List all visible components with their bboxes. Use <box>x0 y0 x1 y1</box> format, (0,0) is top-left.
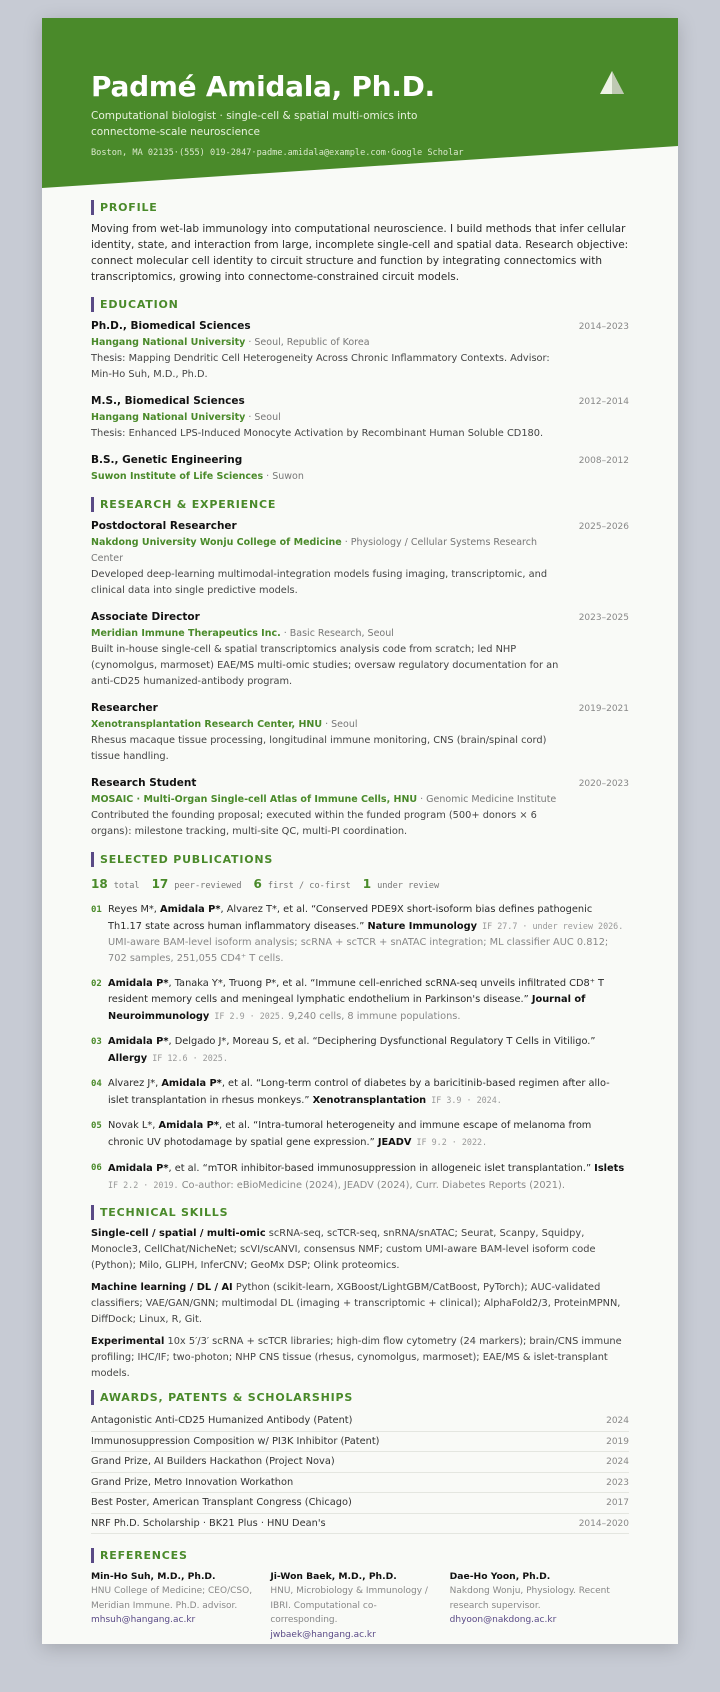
date-range: 2014–2023 <box>578 322 629 332</box>
skill-category: Machine learning / DL / AI <box>91 1282 233 1293</box>
section-title-education: EDUCATION <box>91 295 629 313</box>
organization-line <box>91 626 566 642</box>
role-description: Built in-house single-cell & spatial transcriptomics analysis code from scratch; led NHP (cynomolgus, marmoset) EAE/MS multi-omic studies; oversaw regulatory documentation for an anti-CD25 humanized-antibody program. <box>91 644 559 687</box>
journal-name: Allergy <box>108 1053 148 1064</box>
journal-name: Nature Immunology <box>367 921 478 932</box>
experience-entry <box>91 700 629 765</box>
stat-label: peer-reviewed <box>174 881 242 891</box>
thesis-description: Thesis: Enhanced LPS-Induced Monocyte Activation by Recombinant Human Soluble CD180. <box>91 428 544 439</box>
skill-group <box>91 1280 629 1328</box>
award-year: 2017 <box>606 1498 629 1508</box>
award-label: Grand Prize, AI Builders Hackathon (Project Nova) <box>91 1456 335 1467</box>
award-row <box>91 1473 629 1494</box>
reference-affiliation: HNU, Microbiology & Immunology / IBRI. Computational co-corresponding. <box>270 1586 428 1625</box>
publication-stats <box>91 873 629 892</box>
institution-name: Hangang National University <box>91 412 246 423</box>
journal-metrics: IF 3.9 · 2024. <box>426 1095 502 1105</box>
award-row <box>91 1411 629 1432</box>
publication-citation <box>108 976 629 1025</box>
education-entry <box>91 393 629 442</box>
publication-citation <box>108 902 629 967</box>
organization-name: Xenotransplantation Research Center, HNU <box>91 719 323 730</box>
contact-line <box>91 148 464 158</box>
reference-affiliation: HNU College of Medicine; CEO/CSO, Meridian Immune. Ph.D. advisor. <box>91 1586 253 1611</box>
skill-details: 10x 5′/3′ scRNA + scTCR libraries; high-dim flow cytometry (24 markers); brain/CNS immune profiling; IHC/IF; two-photon; NHP CNS tissue (rhesus, cynomolgus, marmoset); EAE/MS & islet-transplant models. <box>91 1336 622 1379</box>
reference-name: Ji-Won Baek, M.D., Ph.D. <box>270 1571 397 1582</box>
reference-name: Dae-Ho Yoon, Ph.D. <box>449 1571 551 1582</box>
author-self: Amidala P* <box>160 904 221 915</box>
section-title-references: REFERENCES <box>91 1546 629 1564</box>
organization-line <box>91 717 566 733</box>
role-title: Postdoctoral Researcher <box>91 520 237 532</box>
publication-number: 02 <box>91 979 102 989</box>
skill-details: scRNA-seq, scTCR-seq, snRNA/snATAC; Seurat, Scanpy, Squidpy, Monocle3, CellChat/NicheNet; scVI/scANVI, consensus NMF; custom UMI-aware BAM-level isoform code (Python); Milo, GLIPH, InferCNV; GeoMx DSP; Olink proteomics. <box>91 1228 596 1271</box>
entry-header <box>91 775 629 792</box>
section-title-publications: SELECTED PUBLICATIONS <box>91 850 629 868</box>
journal-metrics: IF 2.2 · 2019. <box>108 1180 179 1190</box>
resume-page <box>42 18 678 1644</box>
institution-line <box>91 335 566 351</box>
role-description: Rhesus macaque tissue processing, longitudinal immune monitoring, CNS (brain/spinal cord) tissue handling. <box>91 735 547 762</box>
profile-text: Moving from wet-lab immunology into computational neuroscience. I build methods that infer cellular identity, state, and interaction from large, incomplete single-cell and spatial data. Research objective: connect molecular cell identity to circuit structure and function by integrating connectomics with transcriptomics, growing into connectome-constrained circuit models. <box>91 223 629 283</box>
organization-location: · Genomic Medicine Institute <box>417 794 557 805</box>
stat-label: first / co-first <box>267 881 351 891</box>
author-self: Amidala P* <box>158 1120 219 1131</box>
date-range: 2025–2026 <box>578 522 629 532</box>
author-self: Amidala P* <box>161 1078 222 1089</box>
publication-item <box>91 976 629 1025</box>
degree-title: Ph.D., Biomedical Sciences <box>91 320 251 332</box>
coauthors-before: Reyes M*, <box>108 904 161 915</box>
contact-separator: · <box>385 148 392 158</box>
candidate-name: Padmé Amidala, Ph.D. <box>91 70 435 103</box>
reference-email[interactable]: jwbaek@hangang.ac.kr <box>270 1629 376 1640</box>
publication-citation <box>108 1076 629 1109</box>
publication-citation <box>108 1034 629 1067</box>
header-banner <box>42 18 678 188</box>
role-description: Developed deep-learning multimodal-integration models fusing imaging, transcriptomic, and clinical data into single predictive models. <box>91 569 548 596</box>
author-self: Amidala P* <box>108 1036 169 1047</box>
stat-number: 6 <box>253 877 262 891</box>
award-label: NRF Ph.D. Scholarship · BK21 Plus · HNU Dean's <box>91 1517 326 1529</box>
journal-name: JEADV <box>377 1137 412 1148</box>
role-title: Researcher <box>91 702 158 714</box>
entry-header <box>91 452 629 469</box>
citation-text: , Alvarez T*, et al. “Conserved PDE9X short-isoform bias defines pathogenic Th1.17 state across human inflammatory diseases.” <box>108 904 593 932</box>
reference-email[interactable]: dhyoon@nakdong.ac.kr <box>449 1615 557 1625</box>
award-year: 2014–2020 <box>578 1518 629 1529</box>
skill-category: Single-cell / spatial / multi-omic <box>91 1228 266 1239</box>
reference-email[interactable]: mhsuh@hangang.ac.kr <box>91 1615 196 1625</box>
entry-header <box>91 318 629 335</box>
tagline: Computational biologist · single-cell & spatial multi-omics into connectome-scale neuroscience <box>91 110 418 138</box>
organization-line <box>91 535 566 567</box>
date-range: 2008–2012 <box>578 456 629 466</box>
date-range: 2023–2025 <box>578 613 629 623</box>
award-year: 2024 <box>606 1416 629 1426</box>
experience-list <box>91 518 629 840</box>
entry-header <box>91 700 629 717</box>
publication-item <box>91 902 629 967</box>
journal-metrics: IF 12.6 · 2025. <box>147 1053 228 1063</box>
stat-number: 18 <box>91 877 108 891</box>
contact-phone: (555) 019-2847 <box>178 148 252 158</box>
citation-text: , et al. “Intra-tumoral heterogeneity and immune escape of melanoma from chronic UV photodamage by spatial gene expression.” <box>108 1120 592 1148</box>
resume-content <box>91 198 629 1642</box>
organization-name: Nakdong University Wonju College of Medicine <box>91 537 342 548</box>
role-description: Contributed the founding proposal; executed within the funded program (500+ donors × 6 organs): milestone tracking, multi-site QC, multi-PI coordination. <box>91 810 537 837</box>
award-row <box>91 1432 629 1453</box>
publication-number: 03 <box>91 1037 102 1047</box>
role-title: Research Student <box>91 777 197 789</box>
reference-card <box>450 1569 629 1642</box>
entry-header <box>91 609 629 626</box>
date-range: 2020–2023 <box>578 779 629 789</box>
contact-separator: · <box>251 148 257 158</box>
author-self: Amidala P* <box>108 1163 169 1174</box>
skill-group <box>91 1334 629 1382</box>
education-entry <box>91 452 629 485</box>
organization-name: Meridian Immune Therapeutics Inc. <box>91 628 281 639</box>
entry-header <box>91 393 629 410</box>
award-year: 2023 <box>606 1477 629 1488</box>
author-self: Amidala P* <box>108 978 169 989</box>
publication-number: 06 <box>91 1163 102 1173</box>
institution-location: · Seoul, Republic of Korea <box>245 337 370 348</box>
award-label: Immunosuppression Composition w/ PI3K Inhibitor (Patent) <box>91 1435 380 1447</box>
organization-location: · Seoul <box>322 719 358 730</box>
contact-email[interactable]: padme.amidala@example.com <box>256 148 386 158</box>
award-label: Antagonistic Anti-CD25 Humanized Antibody (Patent) <box>91 1415 353 1426</box>
institution-name: Hangang National University <box>91 337 246 348</box>
journal-metrics: IF 2.9 · 2025. <box>209 1011 285 1021</box>
date-range: 2012–2014 <box>578 397 629 407</box>
degree-title: B.S., Genetic Engineering <box>91 454 243 466</box>
publication-citation <box>108 1118 629 1151</box>
experience-entry <box>91 609 629 690</box>
award-label: Best Poster, American Transplant Congress (Chicago) <box>91 1497 352 1508</box>
publication-note: 9,240 cells, 8 immune populations. <box>284 1011 461 1022</box>
education-list <box>91 318 629 485</box>
institution-line <box>91 469 566 485</box>
publication-item <box>91 1076 629 1109</box>
section-title-experience: RESEARCH & EXPERIENCE <box>91 495 629 513</box>
award-label: Grand Prize, Metro Innovation Workathon <box>91 1476 294 1488</box>
contact-location: Boston, MA 02135 <box>91 148 174 158</box>
coauthors-before: Novak L*, <box>108 1120 159 1131</box>
thesis-description: Thesis: Mapping Dendritic Cell Heterogeneity Across Chronic Inflammatory Contexts. Advisor: Min-Ho Suh, M.D., Ph.D. <box>91 353 550 380</box>
organization-location: · Basic Research, Seoul <box>280 628 394 639</box>
publication-citation <box>108 1160 629 1194</box>
stat-label: total <box>113 881 140 891</box>
reference-name: Min-Ho Suh, M.D., Ph.D. <box>91 1571 216 1582</box>
publication-stat <box>91 873 140 892</box>
publication-number: 04 <box>91 1079 102 1089</box>
degree-title: M.S., Biomedical Sciences <box>91 395 245 407</box>
award-row <box>91 1493 629 1514</box>
role-title: Associate Director <box>91 611 200 623</box>
section-title-skills: TECHNICAL SKILLS <box>91 1203 629 1221</box>
publication-stat <box>363 873 439 892</box>
skill-list <box>91 1226 629 1382</box>
citation-text: , et al. “mTOR inhibitor-based immunosuppression in allogeneic islet transplantation.” <box>168 1163 595 1174</box>
publication-list <box>91 902 629 1194</box>
publication-stat <box>254 873 351 892</box>
google-scholar-link[interactable]: Google Scholar <box>391 148 464 158</box>
stat-number: 1 <box>362 877 372 891</box>
section-title-awards: AWARDS, PATENTS & SCHOLARSHIPS <box>91 1388 629 1406</box>
award-list <box>91 1411 629 1534</box>
experience-entry <box>91 518 629 599</box>
stat-label: under review <box>377 881 440 891</box>
section-title-profile: PROFILE <box>91 198 629 216</box>
entry-header <box>91 518 629 535</box>
education-entry <box>91 318 629 383</box>
citation-text: , Delgado J*, Moreau S, et al. “Deciphering Dysfunctional Regulatory T Cells in Vitiligo.” <box>168 1036 596 1047</box>
institution-location: · Seoul <box>245 412 281 423</box>
date-range: 2019–2021 <box>578 704 629 714</box>
publication-item <box>91 1118 629 1151</box>
citation-text: , Tanaka Y*, Truong P*, et al. “Immune cell-enriched scRNA-seq unveils infiltrated CD8⁺ T resident memory cells and meningeal lymphatic endothelium in Parkinson's disease.” <box>108 978 605 1005</box>
publication-note: Co-author: eBioMedicine (2024), JEADV (2024), Curr. Diabetes Reports (2021). <box>178 1180 565 1191</box>
publication-number: 05 <box>91 1121 102 1131</box>
journal-name: Xenotransplantation <box>312 1095 427 1106</box>
coauthors-before: Alvarez J*, <box>108 1078 162 1089</box>
award-row <box>91 1452 629 1473</box>
skill-details: Python (scikit-learn, XGBoost/LightGBM/CatBoost, PyTorch); AUC-validated classifiers; VAE/GAN/GNN; multimodal DL (imaging + transcriptomic + clinical); AlphaFold2/3, ProteinMPNN, DiffDock; Linux, R, Git. <box>91 1282 621 1325</box>
organization-location: · Physiology / Cellular Systems Research Center <box>91 537 537 564</box>
institution-name: Suwon Institute of Life Sciences <box>91 471 264 482</box>
publication-item <box>91 1034 629 1067</box>
reference-card <box>91 1569 270 1642</box>
publication-note: UMI-aware BAM-level isoform analysis; scRNA + scTCR + snATAC integration; ML classifier AUC 0.812; 702 samples, 251,055 CD4⁺ T cells. <box>108 937 609 964</box>
organization-name: MOSAIC · Multi-Organ Single-cell Atlas of Immune Cells, HNU <box>91 794 418 805</box>
journal-metrics: IF 9.2 · 2022. <box>411 1137 488 1147</box>
institution-location: · Suwon <box>263 471 304 482</box>
citation-text: , et al. “Long-term control of diabetes by a baricitinib-based regimen after allo-islet transplantation in rhesus monkeys.” <box>108 1078 610 1106</box>
reference-card <box>270 1569 449 1642</box>
publication-item <box>91 1160 629 1194</box>
skill-category: Experimental <box>91 1336 165 1347</box>
publication-stat <box>152 873 242 892</box>
triangle-logo-icon <box>599 70 625 96</box>
skill-group <box>91 1226 629 1274</box>
journal-metrics: IF 27.7 · under review 2026. <box>477 921 624 931</box>
reference-list <box>91 1569 629 1642</box>
award-year: 2019 <box>606 1436 629 1447</box>
experience-entry <box>91 775 629 840</box>
contact-separator: · <box>173 148 179 158</box>
publication-number: 01 <box>91 905 102 915</box>
stat-number: 17 <box>151 877 169 891</box>
journal-name: Islets <box>594 1163 625 1174</box>
award-year: 2024 <box>606 1457 629 1467</box>
journal-name: Journal of Neuroimmunology <box>108 994 586 1022</box>
organization-line <box>91 792 566 808</box>
institution-line <box>91 410 566 426</box>
award-row <box>91 1514 629 1535</box>
reference-affiliation: Nakdong Wonju, Physiology. Recent research supervisor. <box>449 1586 610 1611</box>
